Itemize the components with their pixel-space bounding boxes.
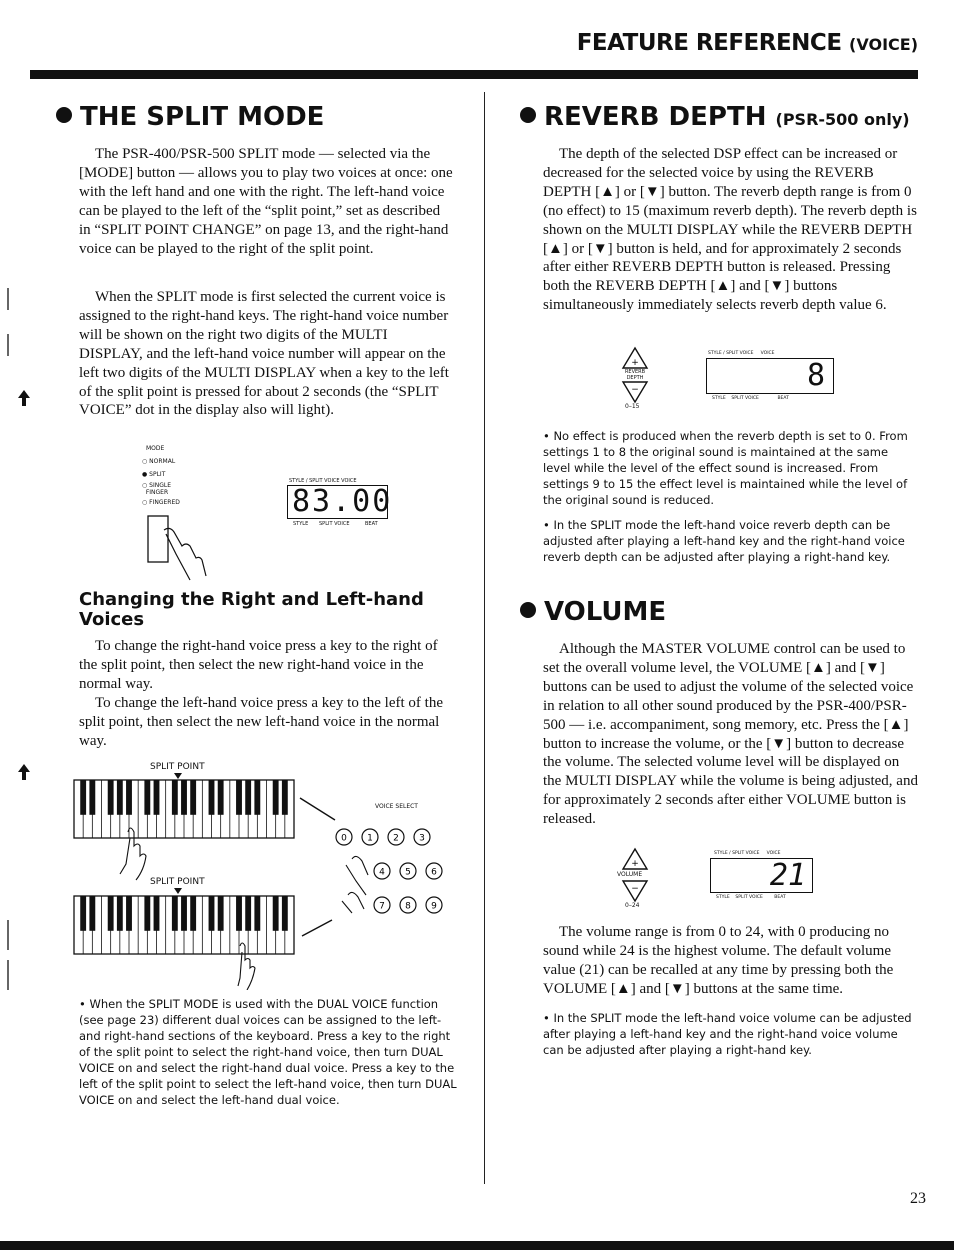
split-mode-heading: THE SPLIT MODE <box>56 102 324 132</box>
pressing-hand-icon <box>342 856 368 913</box>
voice-select-label: VOICE SELECT <box>375 803 418 810</box>
reverb-display-top-label: STYLE / SPLIT VOICE VOICE <box>708 351 775 356</box>
display-label-style: STYLE <box>293 521 309 527</box>
svg-text:1: 1 <box>367 833 373 844</box>
voice-button-5[interactable] <box>400 863 416 879</box>
voice-button-7[interactable] <box>374 897 390 913</box>
display-label-beat: BEAT <box>365 521 378 527</box>
bullet-dot <box>520 107 536 123</box>
voice-button-1[interactable] <box>362 829 378 845</box>
svg-text:8: 8 <box>405 901 411 912</box>
reverb-control-label: REVERB DEPTH <box>624 369 646 381</box>
column-divider <box>484 92 485 1184</box>
svg-text:6: 6 <box>431 867 437 878</box>
reverb-range: 0–15 <box>625 403 640 410</box>
split-point-label-1: SPLIT POINT <box>150 762 205 772</box>
volume-display-top-label: STYLE / SPLIT VOICE VOICE <box>714 851 781 856</box>
binding-marks <box>0 280 30 1000</box>
mode-item-fingered: ○ FINGERED <box>142 499 180 506</box>
svg-text:9: 9 <box>431 901 437 912</box>
volume-para-2: The volume range is from 0 to 24, with 0 producing no sound while 24 is the highest volume. The default volume value (21) can be recalled at any time by pressing both the VOLUME [▲] and [▼] buttons at the same time. <box>543 924 894 997</box>
display-label-splitvoice: SPLIT VOICE <box>319 521 350 527</box>
svg-text:4: 4 <box>379 867 385 878</box>
bullet-dot <box>520 602 536 618</box>
changing-voices-subheading: Changing the Right and Left-hand Voices <box>79 589 424 630</box>
bottom-rule <box>0 1241 954 1250</box>
reverb-display-bottom-labels: STYLE SPLIT VOICE BEAT <box>712 396 789 401</box>
header-title: FEATURE REFERENCE <box>576 30 842 56</box>
svg-text:3: 3 <box>419 833 425 844</box>
bullet-dot <box>56 107 72 123</box>
svg-text:−: − <box>631 884 639 894</box>
svg-text:0: 0 <box>341 833 347 844</box>
header-subtitle: (VOICE) <box>849 35 918 54</box>
volume-display-bottom-labels: STYLE SPLIT VOICE BEAT <box>716 895 786 900</box>
voice-button-4[interactable] <box>374 863 390 879</box>
svg-text:−: − <box>631 385 639 395</box>
split-para-4: To change the left-hand voice press a key to the left of the split point, then select the new left-hand voice in the normal way. <box>79 695 443 749</box>
svg-text:+: + <box>631 358 639 368</box>
volume-display <box>710 858 813 893</box>
volume-para-1: Although the MASTER VOLUME control can be used to set the overall volume level, the VOLUME [▲] and [▼] buttons can be used to adjust the volume of the selected voice in relation to all other sound produced by the PSR-400/PSR-500 — i.e. accompaniment, song memory, etc. Press the [▲] button to increase the volume, or the [▼] button to decrease the volume. The selected volume level will be displayed on the MULTI DISPLAY while the volume is being adjusted, and for approximately 2 seconds after either VOLUME button is released. <box>543 641 918 828</box>
svg-text:7: 7 <box>379 901 385 912</box>
mode-item-split: ● SPLIT <box>142 471 166 478</box>
multi-display <box>287 484 393 519</box>
mode-panel-title: MODE <box>146 445 165 452</box>
display-top-label: STYLE / SPLIT VOICE VOICE <box>289 478 357 484</box>
volume-note: • In the SPLIT mode the left-hand voice volume can be adjusted after playing a left-hand key and the right-hand voice volume can be adjusted after playing a right-hand key. <box>543 1011 912 1057</box>
split-para-3: To change the right-hand voice press a key to the right of the split point, then select the new right-hand voice in the normal way. <box>79 638 438 692</box>
reverb-note-1: • No effect is produced when the reverb depth is set to 0. From settings 1 to 8 the original sound is maintained at the same level while the level of the effect sound is increased. From settings 9 to 15 the effect level is maintained while the level of the original sound is reduced. <box>543 429 908 507</box>
voice-button-3[interactable] <box>414 829 430 845</box>
voice-button-0[interactable] <box>336 829 352 845</box>
volume-control-label: VOLUME <box>617 871 643 878</box>
reverb-note-2: • In the SPLIT mode the left-hand voice reverb depth can be adjusted after playing a left-hand key and the right-hand voice reverb depth can be adjusted after playing a right-hand key. <box>543 518 905 564</box>
voice-button-8[interactable] <box>400 897 416 913</box>
voice-button-2[interactable] <box>388 829 404 845</box>
volume-display-digits: 21 <box>769 858 806 893</box>
page-number: 23 <box>910 1190 926 1207</box>
display-digits: 83.00 <box>292 484 393 519</box>
reverb-display-digit: 8 <box>806 358 825 393</box>
svg-text:2: 2 <box>393 833 399 844</box>
reverb-heading: REVERB DEPTH (PSR-500 only) <box>520 102 910 132</box>
mode-item-single-finger: ○ SINGLE FINGER <box>142 482 172 496</box>
voice-button-6[interactable] <box>426 863 442 879</box>
voice-select-buttons <box>330 825 470 920</box>
svg-text:+: + <box>631 859 639 869</box>
voice-button-9[interactable] <box>426 897 442 913</box>
top-rule <box>30 70 918 79</box>
split-point-label-2: SPLIT POINT <box>150 877 205 887</box>
reverb-display <box>706 358 834 394</box>
page-header <box>577 30 918 56</box>
split-para-1: The PSR-400/PSR-500 SPLIT mode — selected via the [MODE] button — allows you to play two voices at once: one with the left hand and one with the right. The left-hand voice can be played to the left of the “split point,” set as described in “SPLIT POINT CHANGE” on page 13, and the right-hand voice can be played to the right of the split point. <box>79 146 453 257</box>
svg-text:5: 5 <box>405 867 411 878</box>
volume-heading: VOLUME <box>520 597 666 627</box>
split-note: • When the SPLIT MODE is used with the DUAL VOICE function (see page 23) different dual voices can be assigned to the left- and right-hand sections of the keyboard. Press a key to the right of the split point to select the right-hand voice, then turn DUAL VOICE on and select the right-hand dual voice. Press a key to the left of the split point to select the left-hand voice, then turn DUAL VOICE on and select the left-hand dual voice. <box>79 997 457 1107</box>
finger-press-icon <box>142 512 212 582</box>
mode-item-normal: ○ NORMAL <box>142 458 176 465</box>
reverb-para: The depth of the selected DSP effect can be increased or decreased for the selected voice by using the REVERB DEPTH [▲] or [▼] button. The reverb depth range is from 0 (no effect) to 15 (maximum reverb depth). The reverb depth is shown on the MULTI DISPLAY while the REVERB DEPTH [▲] or [▼] button is held, and for approximately 2 seconds after either REVERB DEPTH button is released. Pressing both the REVERB DEPTH [▲] and [▼] buttons simultaneously immediately selects reverb depth value 6. <box>543 146 917 314</box>
split-para-2: When the SPLIT mode is first selected the current voice is assigned to the right-hand keys. The right-hand voice number will be shown on the right two digits of the MULTI DISPLAY, and the left-hand voice number will appear on the left two digits of the MULTI DISPLAY when a key to the left of the split point is pressed for about 2 seconds (the “SPLIT VOICE” dot in the display also will light). <box>79 289 449 419</box>
volume-range: 0–24 <box>625 902 640 909</box>
